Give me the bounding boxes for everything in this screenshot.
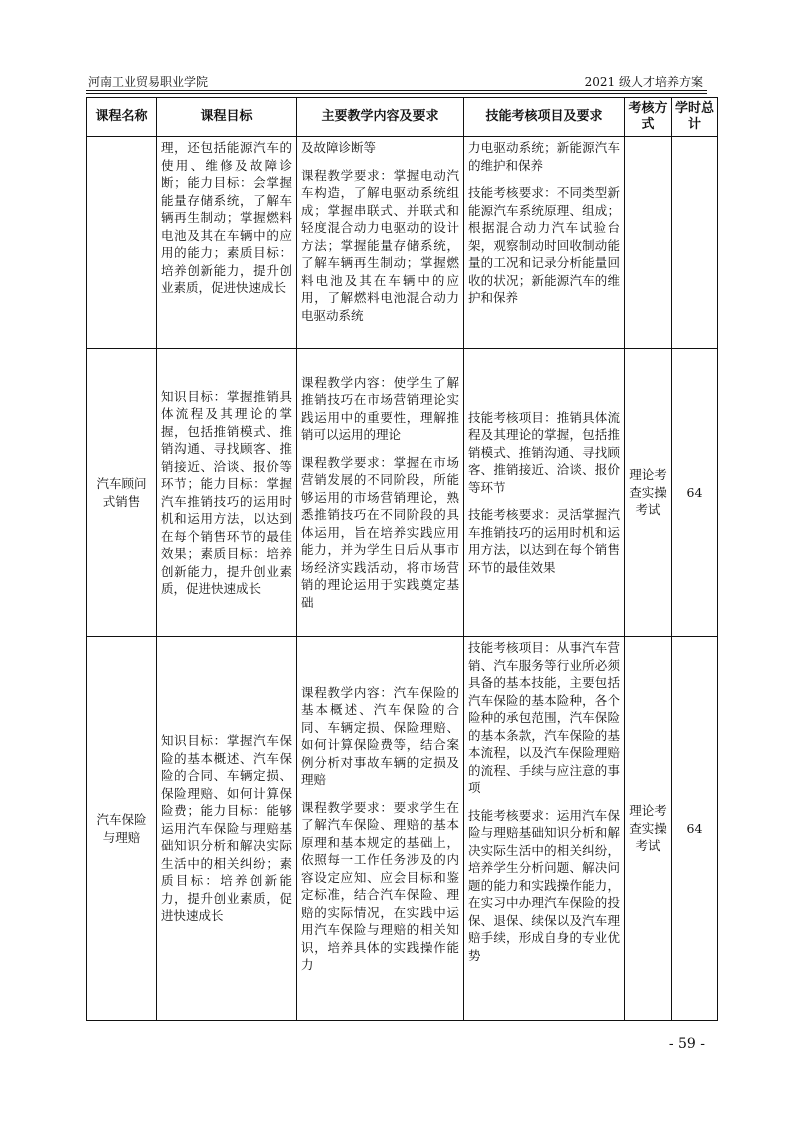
teaching-content-para: 课程教学要求：要求学生在了解汽车保险、理赔的基本原理和基本规定的基础上，依照每一工作任务涉及的内容设定应知、应会目标和鉴定标准，结合汽车保险、理赔的实际情况，在实践中运用汽车保险与理赔的相关知识，培养具体的实践操作能力 (301, 799, 459, 972)
teaching-content-para: 课程教学要求：掌握在市场营销发展的不同阶段，所能够运用的市场营销理论，熟悉推销技巧在不同阶段的具体运用，旨在培养实践应用能力，并为学生日后从事市场经济实践活动，将市场营销的理论运用于实践奠定基础 (301, 454, 459, 610)
header-assessment-method: 考核方式 (625, 98, 672, 137)
assessment-method: 理论考查实操考试 (625, 637, 672, 1021)
skill-assessment-para: 技能考核要求：运用汽车保险与理赔基础知识分析和解决实际生活中的相关纠纷，培养学生分析问题、解决问题的能力和实践操作能力，在实习中办理汽车保险的投保、退保、续保以及汽车理赔手续，形成自身的专业优势 (468, 807, 620, 963)
course-name: 汽车保险与理赔 (87, 637, 157, 1021)
total-hours: 64 (672, 349, 718, 637)
header-teaching-content: 主要教学内容及要求 (297, 98, 464, 137)
teaching-content-para: 课程教学内容：汽车保险的基本概述、汽车保险的合同、车辆定损、保险理赔、如何计算保险费等，结合案例分析对事故车辆的定损及理赔 (301, 684, 459, 787)
table-row (87, 349, 718, 637)
skill-assessment-para: 技能考核要求：灵活掌握汽车推销技巧的运用时机和运用方法，以达到在每个销售环节的最佳效果 (468, 507, 620, 575)
assessment-method: 理论考查实操考试 (625, 349, 672, 637)
header-course-goal: 课程目标 (157, 98, 297, 137)
curriculum-table (86, 97, 718, 1021)
assessment-method (625, 137, 672, 349)
table-row (87, 637, 718, 1021)
teaching-content-para: 及故障诊断等 (301, 140, 377, 155)
skill-assessment (464, 137, 625, 349)
skill-assessment (464, 349, 625, 637)
skill-assessment (464, 637, 625, 1021)
skill-assessment-para: 力电驱动系统；新能源汽车的维护和保养 (468, 140, 620, 173)
course-goal: 知识目标：掌握推销具体流程及其理论的掌握，包括推销模式、推销沟通、寻找顾客、推销接近、洽谈、报价等环节；能力目标：掌握汽车推销技巧的运用时机和运用方法，以达到在每个销售环节的最佳效果；素质目标：培养创新能力，提升创业素质，促进快速成长 (157, 349, 297, 637)
course-goal: 知识目标：掌握汽车保险的基本概述、汽车保险的合同、车辆定损、保险理赔、如何计算保险费；能力目标：能够运用汽车保险与理赔基础知识分析和解决实际生活中的相关纠纷；素质目标：培养创新能力，提升创业素质，促进快速成长 (157, 637, 297, 1021)
teaching-content-para: 课程教学内容：使学生了解推销技巧在市场营销理论实践运用中的重要性，理解推销可以运用的理论 (301, 374, 459, 443)
header-school: 河南工业贸易职业学院 (88, 75, 209, 89)
header-plan-title: 2021 级人才培养方案 (584, 75, 703, 89)
course-name: 汽车顾问式销售 (87, 349, 157, 637)
header-course-name: 课程名称 (87, 98, 157, 137)
total-hours: 64 (672, 637, 718, 1021)
header-rule (86, 90, 707, 91)
teaching-content (297, 637, 464, 1021)
page-number: - 59 - (668, 1036, 705, 1052)
table-header-row (87, 98, 718, 137)
header-rule-thin (86, 93, 707, 94)
course-goal: 理，还包括能源汽车的使用、维修及故障诊断；能力目标：会掌握能量存储系统，了解车辆再生制动；掌握燃料电池及其在车辆中的应用的能力；素质目标：培养创新能力，提升创业素质，促进快速成长 (157, 137, 297, 349)
skill-assessment-para: 技能考核项目：从事汽车营销、汽车服务等行业所必须具备的基本技能，主要包括汽车保险的基本险种，各个险种的承包范围，汽车保险的基本条款，汽车保险的基本流程，以及汽车保险理赔的流程、手续与应注意的事项 (468, 640, 620, 795)
skill-assessment-para: 技能考核要求：不同类型新能源汽车系统原理、组成；根据混合动力汽车试验台架，观察制动时回收制动能量的工况和记录分析能量回收的状况；新能源汽车的维护和保养 (468, 185, 620, 305)
header-skill-assessment: 技能考核项目及要求 (464, 98, 625, 137)
skill-assessment-para: 技能考核项目：推销具体流程及其理论的掌握，包括推销模式、推销沟通、寻找顾客、推销接近、洽谈、报价等环节 (468, 409, 620, 495)
teaching-content (297, 137, 464, 349)
table-row (87, 137, 718, 349)
header-total-hours: 学时总计 (672, 98, 718, 137)
course-name (87, 137, 157, 349)
total-hours (672, 137, 718, 349)
teaching-content (297, 349, 464, 637)
teaching-content-para: 课程教学要求：掌握电动汽车构造，了解电驱动系统组成；掌握串联式、并联式和轻度混合动力电驱动的设计方法；掌握能量存储系统，了解车辆再生制动；掌握燃料电池及其在车辆中的应用，了解燃料电池混合动力电驱动系统 (301, 167, 459, 323)
